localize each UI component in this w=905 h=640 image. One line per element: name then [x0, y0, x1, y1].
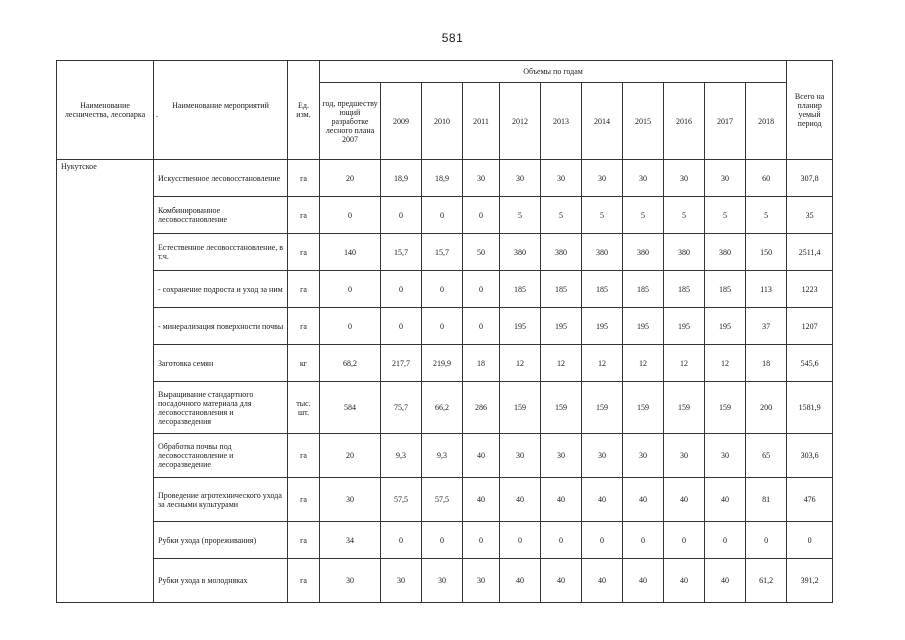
value-cell: 75,7 — [381, 382, 422, 434]
value-cell: 30 — [463, 559, 500, 603]
value-cell: 195 — [623, 308, 664, 345]
value-cell: 0 — [664, 522, 705, 559]
value-cell: 195 — [705, 308, 746, 345]
value-cell: 30 — [320, 559, 381, 603]
activity-name: Проведение агротехнического ухода за лесными культурами — [154, 478, 288, 522]
value-cell: 1223 — [787, 271, 833, 308]
header-volumes: Объемы по годам — [320, 61, 787, 83]
activity-name: Заготовка семян — [154, 345, 288, 382]
value-cell: 380 — [664, 234, 705, 271]
value-cell: 0 — [381, 271, 422, 308]
value-cell: 0 — [422, 197, 463, 234]
value-cell: 0 — [746, 522, 787, 559]
value-cell: 2511,4 — [787, 234, 833, 271]
value-cell: 65 — [746, 434, 787, 478]
value-cell: 30 — [623, 434, 664, 478]
activity-name: Рубки ухода (прореживания) — [154, 522, 288, 559]
value-cell: 40 — [463, 478, 500, 522]
unit-cell: тыс. шт. — [288, 382, 320, 434]
value-cell: 35 — [787, 197, 833, 234]
unit-cell: га — [288, 522, 320, 559]
value-cell: 113 — [746, 271, 787, 308]
value-cell: 185 — [664, 271, 705, 308]
value-cell: 185 — [541, 271, 582, 308]
value-cell: 0 — [787, 522, 833, 559]
value-cell: 18 — [746, 345, 787, 382]
value-cell: 0 — [422, 308, 463, 345]
value-cell: 159 — [582, 382, 623, 434]
value-cell: 0 — [500, 522, 541, 559]
header-activity-dot: . — [156, 110, 158, 119]
value-cell: 200 — [746, 382, 787, 434]
value-cell: 15,7 — [381, 234, 422, 271]
value-cell: 40 — [664, 559, 705, 603]
value-cell: 5 — [705, 197, 746, 234]
unit-cell: га — [288, 234, 320, 271]
value-cell: 0 — [582, 522, 623, 559]
value-cell: 40 — [582, 478, 623, 522]
value-cell: 18,9 — [381, 160, 422, 197]
unit-cell: га — [288, 434, 320, 478]
table-row — [57, 271, 833, 308]
activity-name: Выращивание стандартного посадочного материала для лесовосстановления и лесоразведения — [154, 382, 288, 434]
value-cell: 18 — [463, 345, 500, 382]
value-cell: 30 — [582, 434, 623, 478]
value-cell: 0 — [705, 522, 746, 559]
header-year: 2018 — [746, 83, 787, 160]
value-cell: 0 — [463, 197, 500, 234]
unit-cell: кг — [288, 345, 320, 382]
table-row — [57, 160, 833, 197]
value-cell: 391,2 — [787, 559, 833, 603]
activity-name: Искусственное лесовосстановление — [154, 160, 288, 197]
value-cell: 584 — [320, 382, 381, 434]
activity-name: - сохранение подроста и уход за ним — [154, 271, 288, 308]
unit-cell: га — [288, 271, 320, 308]
header-year: 2017 — [705, 83, 746, 160]
value-cell: 1581,9 — [787, 382, 833, 434]
value-cell: 40 — [463, 434, 500, 478]
value-cell: 12 — [541, 345, 582, 382]
value-cell: 185 — [623, 271, 664, 308]
header-forestry: Наименование лесничества, лесопарка — [57, 61, 154, 160]
value-cell: 30 — [705, 160, 746, 197]
value-cell: 30 — [705, 434, 746, 478]
value-cell: 57,5 — [381, 478, 422, 522]
unit-cell: га — [288, 559, 320, 603]
header-total: Всего на планир уемый период — [787, 61, 833, 160]
value-cell: 12 — [582, 345, 623, 382]
value-cell: 9,3 — [422, 434, 463, 478]
value-cell: 219,9 — [422, 345, 463, 382]
value-cell: 5 — [623, 197, 664, 234]
value-cell: 286 — [463, 382, 500, 434]
value-cell: 5 — [746, 197, 787, 234]
activity-name: Обработка почвы под лесовосстановление и лесоразведение — [154, 434, 288, 478]
unit-cell: га — [288, 308, 320, 345]
header-year: 2010 — [422, 83, 463, 160]
value-cell: 40 — [623, 478, 664, 522]
value-cell: 545,6 — [787, 345, 833, 382]
value-cell: 159 — [664, 382, 705, 434]
value-cell: 5 — [541, 197, 582, 234]
value-cell: 15,7 — [422, 234, 463, 271]
value-cell: 40 — [500, 478, 541, 522]
value-cell: 0 — [320, 271, 381, 308]
value-cell: 159 — [541, 382, 582, 434]
value-cell: 380 — [500, 234, 541, 271]
value-cell: 159 — [705, 382, 746, 434]
value-cell: 5 — [664, 197, 705, 234]
value-cell: 40 — [541, 559, 582, 603]
value-cell: 0 — [463, 308, 500, 345]
value-cell: 12 — [623, 345, 664, 382]
value-cell: 303,6 — [787, 434, 833, 478]
header-year: 2015 — [623, 83, 664, 160]
value-cell: 40 — [664, 478, 705, 522]
value-cell: 185 — [705, 271, 746, 308]
activity-name: Рубки ухода в молодняках — [154, 559, 288, 603]
header-year: 2012 — [500, 83, 541, 160]
value-cell: 30 — [541, 434, 582, 478]
value-cell: 0 — [320, 197, 381, 234]
value-cell: 0 — [623, 522, 664, 559]
value-cell: 34 — [320, 522, 381, 559]
value-cell: 30 — [623, 160, 664, 197]
table-row — [57, 522, 833, 559]
value-cell: 37 — [746, 308, 787, 345]
header-year-prev: год, предшеству ющий разработке лесного плана 2007 — [320, 83, 381, 160]
table-row — [57, 478, 833, 522]
value-cell: 0 — [463, 522, 500, 559]
value-cell: 61,2 — [746, 559, 787, 603]
value-cell: 185 — [500, 271, 541, 308]
value-cell: 12 — [500, 345, 541, 382]
value-cell: 0 — [422, 522, 463, 559]
value-cell: 60 — [746, 160, 787, 197]
header-year: 2013 — [541, 83, 582, 160]
value-cell: 30 — [381, 559, 422, 603]
value-cell: 12 — [664, 345, 705, 382]
value-cell: 5 — [582, 197, 623, 234]
value-cell: 20 — [320, 434, 381, 478]
header-activity-label: Наименование мероприятий — [172, 101, 269, 110]
value-cell: 30 — [541, 160, 582, 197]
value-cell: 66,2 — [422, 382, 463, 434]
activity-name: Комбинированное лесовосстановление — [154, 197, 288, 234]
value-cell: 50 — [463, 234, 500, 271]
value-cell: 40 — [582, 559, 623, 603]
value-cell: 30 — [500, 434, 541, 478]
header-unit: Ед. изм. — [288, 61, 320, 160]
activity-name: - минерализация поверхности почвы — [154, 308, 288, 345]
value-cell: 40 — [705, 559, 746, 603]
header-activity — [154, 61, 288, 160]
table-row — [57, 345, 833, 382]
value-cell: 1207 — [787, 308, 833, 345]
value-cell: 195 — [500, 308, 541, 345]
table-row — [57, 308, 833, 345]
unit-cell: га — [288, 478, 320, 522]
value-cell: 159 — [500, 382, 541, 434]
value-cell: 18,9 — [422, 160, 463, 197]
value-cell: 0 — [463, 271, 500, 308]
table-row — [57, 559, 833, 603]
value-cell: 30 — [320, 478, 381, 522]
value-cell: 307,8 — [787, 160, 833, 197]
value-cell: 140 — [320, 234, 381, 271]
value-cell: 476 — [787, 478, 833, 522]
value-cell: 30 — [422, 559, 463, 603]
value-cell: 30 — [582, 160, 623, 197]
table-row — [57, 434, 833, 478]
value-cell: 40 — [541, 478, 582, 522]
value-cell: 30 — [500, 160, 541, 197]
table-row — [57, 382, 833, 434]
table-row — [57, 197, 833, 234]
header-year: 2009 — [381, 83, 422, 160]
value-cell: 380 — [705, 234, 746, 271]
unit-cell: га — [288, 160, 320, 197]
value-cell: 380 — [623, 234, 664, 271]
value-cell: 159 — [623, 382, 664, 434]
page-number: 581 — [441, 31, 464, 45]
value-cell: 0 — [381, 308, 422, 345]
value-cell: 0 — [320, 308, 381, 345]
value-cell: 217,7 — [381, 345, 422, 382]
header-year: 2014 — [582, 83, 623, 160]
value-cell: 40 — [705, 478, 746, 522]
table-row — [57, 234, 833, 271]
forestry-name: Нукутское — [57, 160, 154, 603]
header-year: 2016 — [664, 83, 705, 160]
value-cell: 150 — [746, 234, 787, 271]
value-cell: 195 — [541, 308, 582, 345]
value-cell: 0 — [541, 522, 582, 559]
value-cell: 0 — [381, 522, 422, 559]
value-cell: 0 — [381, 197, 422, 234]
value-cell: 195 — [582, 308, 623, 345]
forest-activities-table — [56, 60, 833, 603]
value-cell: 81 — [746, 478, 787, 522]
value-cell: 12 — [705, 345, 746, 382]
header-year: 2011 — [463, 83, 500, 160]
value-cell: 20 — [320, 160, 381, 197]
value-cell: 40 — [500, 559, 541, 603]
value-cell: 380 — [582, 234, 623, 271]
activity-name: Естественное лесовосстановление, в т.ч. — [154, 234, 288, 271]
value-cell: 0 — [422, 271, 463, 308]
value-cell: 30 — [664, 434, 705, 478]
value-cell: 57,5 — [422, 478, 463, 522]
value-cell: 185 — [582, 271, 623, 308]
value-cell: 195 — [664, 308, 705, 345]
value-cell: 30 — [664, 160, 705, 197]
value-cell: 40 — [623, 559, 664, 603]
unit-cell: га — [288, 197, 320, 234]
value-cell: 30 — [463, 160, 500, 197]
value-cell: 9,3 — [381, 434, 422, 478]
value-cell: 5 — [500, 197, 541, 234]
value-cell: 68,2 — [320, 345, 381, 382]
value-cell: 380 — [541, 234, 582, 271]
